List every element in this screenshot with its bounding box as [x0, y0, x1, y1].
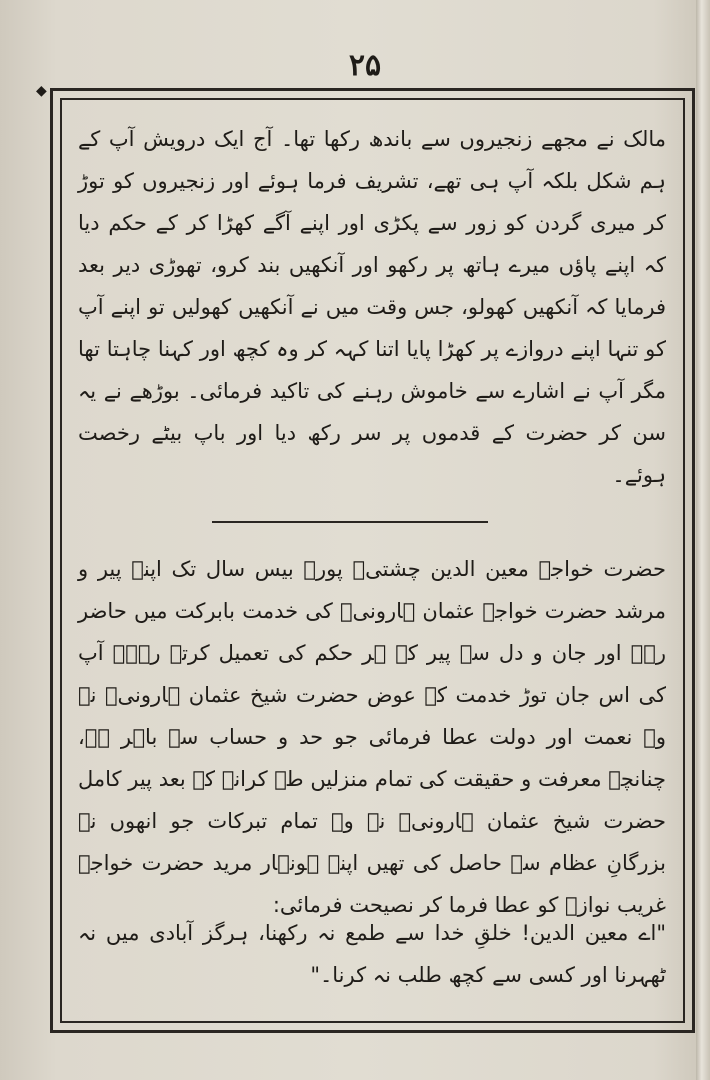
page-edge: [696, 0, 710, 1080]
paragraph-1: [78, 118, 666, 496]
ink-mark: ◆: [36, 83, 47, 99]
quote-text: "اے معین الدین! خلقِ خدا سے طمع نہ رکھنا، ہرگز آبادی میں نہ ٹھہرنا اور کسی سے کچھ طلب نہ کرنا۔": [78, 921, 666, 987]
section-divider: [212, 521, 488, 523]
paragraph-2: [78, 548, 666, 926]
page-number: ۲۵: [348, 48, 382, 83]
paragraph-1-text: مالک نے مجھے زنجیروں سے باندھ رکھا تھا۔ آج ایک درویش آپ کے ہم شکل بلکہ آپ ہی تھے، تشریف فرما ہوئے اور زنجیروں کو توڑ کر میری گردن کو زور سے پکڑی اور اپنے آگے کھڑا کر کے حکم دیا کہ اپنے پاؤں میرے ہاتھ پر رکھو اور آنکھیں بند کرو، تھوڑی دیر بعد فرمایا کہ آنکھیں کھولو، جس وقت میں نے آنکھیں کھولیں تو اپنے آپ کو تنہا اپنے دروازے پر کھڑا پایا اتنا کہہ کر وہ کچھ اور کہنا چاہتا تھا مگر آپ نے اشارے سے خاموش رہنے کی تاکید فرمائی۔ بوڑھے نے یہ سن کر حضرت کے قدموں پر سر رکھ دیا اور باپ بیٹے رخصت ہوئے۔: [78, 127, 666, 487]
paragraph-2-text: حضرت خواجہ معین الدین چشتیؒ پورے بیس سال تک اپنے پیر و مرشد حضرت خواجہ عثمان ہارونیؒ کی خدمت بابرکت میں حاضر رہے اور جان و دل سے پیر کے ہر حکم کی تعمیل کرتے رہے۔ آپ کی اس جان توڑ خدمت کے عوض حضرت شیخ عثمان ہارونیؒ نے وہ نعمت اور دولت عطا فرمائی جو حد و حساب سے باہر ہے، چنانچہ معرفت و حقیقت کی تمام منزلیں طے کرانے کے بعد پیر کامل حضرت شیخ عثمان ہارونیؒ نے وہ تمام تبرکات جو انھوں نے بزرگانِ عظام سے حاصل کی تھیں اپنے ہونہار مرید حضرت خواجہ غریب نوازؒ کو عطا فرما کر نصیحت فرمائی:: [78, 557, 666, 917]
quote-paragraph: [78, 912, 666, 996]
